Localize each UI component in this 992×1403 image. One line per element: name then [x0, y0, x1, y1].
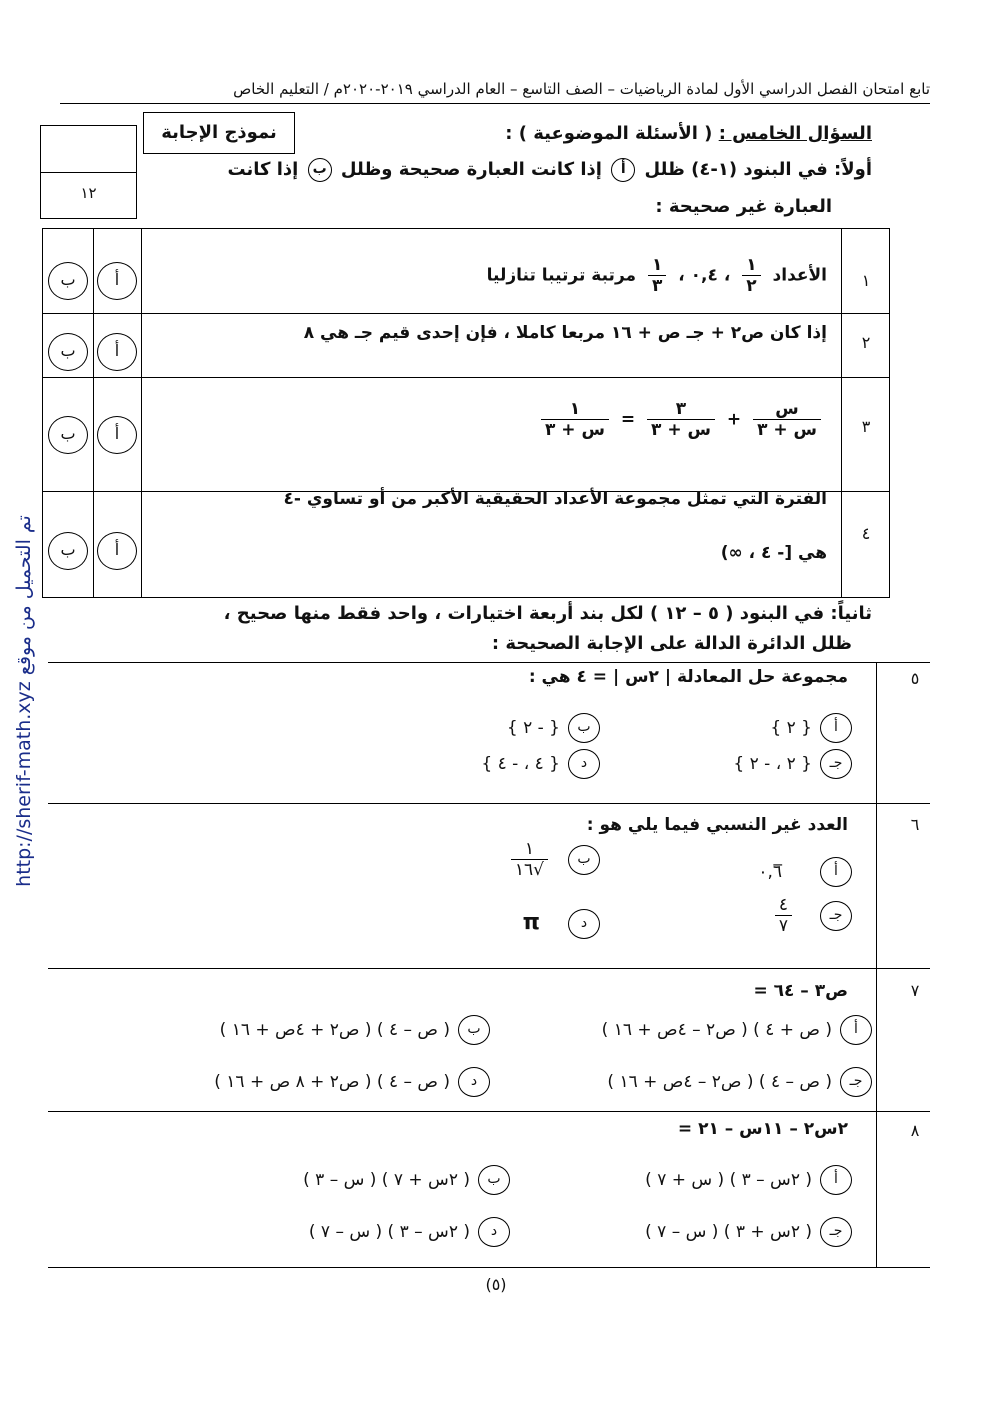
frac-num: ١	[511, 839, 548, 860]
option-text: ( ص + ٤ ) ( ص٢ – ٤ص + ١٦ )	[601, 1020, 832, 1040]
option-text: { ٢ }	[770, 718, 812, 738]
frac-num: س	[753, 399, 821, 420]
item-number: ٨	[910, 1121, 920, 1140]
part1-mid: إذا كانت العبارة صحيحة وظلل	[340, 159, 602, 180]
part1-line1: أولاً: في البنود (١-٤) ظلل	[644, 159, 872, 180]
option-b[interactable]	[303, 1165, 510, 1195]
exam-header: تابع امتحان الفصل الدراسي الأول لمادة الرياضيات – الصف التاسع – العام الدراسي ٢٠١٩-٢٠٢٠م / التعليم الخاص	[233, 80, 930, 98]
option-text: ( ص – ٤ ) ( ص٢ – ٤ص + ١٦ )	[607, 1072, 832, 1092]
side-watermark	[4, 470, 44, 950]
item6-question: العدد غير النسبي فيما يلي هو :	[586, 815, 848, 835]
item4-line1: الفترة التي تمثل مجموعة الأعداد الحقيقية الأكبر من أو تساوي -٤	[283, 489, 827, 509]
part2-line2: ظلل الدائرة الدالة على الإجابة الصحيحة :	[491, 633, 852, 654]
fraction-three	[647, 399, 715, 440]
item-number: ٥	[910, 669, 920, 688]
col-divider	[841, 229, 842, 597]
multiple-choice-table	[48, 662, 930, 1268]
col-divider	[876, 663, 877, 1267]
header-divider	[60, 103, 930, 104]
question-subtitle: ( الأسئلة الموضوعية ) :	[505, 123, 713, 144]
option-d[interactable]	[481, 749, 600, 779]
fraction-one	[541, 399, 609, 440]
option-c[interactable]	[733, 749, 852, 779]
item1-statement	[487, 255, 827, 296]
frac-num: ١	[742, 255, 760, 276]
row-divider	[48, 1111, 930, 1112]
option-text: ( ص – ٤ ) ( ص٢ + ٤ص + ١٦ )	[219, 1020, 450, 1040]
frac-num: ٣	[647, 399, 715, 420]
option-b-circle[interactable]: ب	[568, 845, 600, 875]
row-divider	[48, 803, 930, 804]
decimal-value: ٠,٤	[690, 265, 718, 286]
option-text: ٠,٦̅	[758, 862, 782, 882]
option-a-circle[interactable]: أ	[840, 1015, 872, 1045]
answer-b-circle[interactable]: ب	[48, 262, 88, 300]
item2-statement: إذا كان ص٢ + جـ ص + ١٦ مربعا كاملا ، فإن إحدى قيم جـ هي ٨	[303, 323, 827, 343]
option-b-circle[interactable]: ب	[478, 1165, 510, 1195]
site-url-text: http://sherif-math.xyz تم التحميل من موقع	[13, 515, 35, 887]
item5-question: مجموعة حل المعادلة | ٢س | = ٤ هي :	[528, 667, 848, 687]
part1-line2: العبارة غير صحيحة :	[655, 196, 832, 217]
option-text: { ٤ ، - ٤ }	[481, 754, 560, 774]
page-number: (٥)	[485, 1275, 507, 1294]
option-b-circle[interactable]: ب	[568, 713, 600, 743]
true-false-table	[42, 228, 890, 598]
frac-den: √١٦	[514, 860, 544, 880]
item-number: ٢	[861, 333, 871, 352]
separator: ،	[678, 265, 685, 286]
answer-a-circle[interactable]: أ	[97, 416, 137, 454]
frac-den: س + ٣	[757, 420, 817, 440]
col-divider	[93, 229, 94, 597]
col-divider	[141, 229, 142, 597]
option-text: { - ٢ }	[506, 718, 560, 738]
fraction-half	[742, 255, 760, 296]
answer-a-circle[interactable]: أ	[97, 532, 137, 570]
option-d[interactable]	[523, 909, 600, 939]
item1-text-a: الأعداد	[772, 265, 827, 286]
option-text: ( ص – ٤ ) ( ص٢ + ٨ ص + ١٦ )	[214, 1072, 450, 1092]
item7-question: ص٣ – ٦٤ =	[753, 981, 848, 1001]
option-text: ( ٢س + ٣ ) ( س – ٧ )	[645, 1222, 812, 1242]
frac-num: ٤	[775, 895, 792, 916]
option-a[interactable]	[645, 1165, 852, 1195]
option-c-circle[interactable]: جـ	[820, 1217, 852, 1247]
frac-num: ١	[648, 255, 666, 276]
option-b[interactable]	[507, 713, 600, 743]
option-a[interactable]	[602, 1015, 872, 1045]
option-c-circle[interactable]: جـ	[840, 1067, 872, 1097]
frac-den: س + ٣	[545, 420, 605, 440]
answer-b-circle[interactable]: ب	[48, 532, 88, 570]
row-divider	[48, 968, 930, 969]
option-fraction	[511, 839, 548, 880]
option-d-circle[interactable]: د	[478, 1217, 510, 1247]
false-marker-circle: ب	[308, 158, 332, 182]
plus-sign: +	[726, 409, 742, 430]
answer-b-circle[interactable]: ب	[48, 416, 88, 454]
option-b-circle[interactable]: ب	[458, 1015, 490, 1045]
option-text: ( ٢س + ٧ ) ( س – ٣ )	[303, 1170, 470, 1190]
question-title-text: السؤال الخامس :	[718, 123, 872, 144]
option-d[interactable]	[214, 1067, 490, 1097]
part1-end: إذا كانت	[227, 159, 299, 180]
option-d-circle[interactable]: د	[568, 909, 600, 939]
fraction-x	[753, 399, 821, 440]
equals-sign: =	[620, 409, 636, 430]
option-a-circle[interactable]: أ	[820, 713, 852, 743]
item3-equation	[535, 399, 827, 440]
option-text: ( ٢س – ٣ ) ( س – ٧ )	[308, 1222, 470, 1242]
item-number: ٣	[861, 417, 871, 436]
item-number: ٧	[910, 981, 920, 1000]
option-a[interactable]	[770, 713, 852, 743]
option-c[interactable]	[645, 1217, 852, 1247]
option-c-circle[interactable]: جـ	[820, 901, 852, 931]
frac-num: ١	[541, 399, 609, 420]
frac-den: ٧	[778, 916, 788, 936]
answer-a-circle[interactable]: أ	[97, 262, 137, 300]
true-marker-circle: أ	[611, 158, 635, 182]
item4-line2: هي [- ٤ ، ∞)	[720, 543, 827, 563]
item-number: ٦	[910, 815, 920, 834]
item-number: ٤	[861, 524, 871, 543]
score-divider	[41, 172, 136, 173]
option-d-circle[interactable]: د	[568, 749, 600, 779]
score-value: ١٢	[80, 184, 97, 202]
part2-line1: ثانياً: في البنود ( ٥ – ١٢ ) لكل بند أربعة اختيارات ، واحد فقط منها صحيح ،	[223, 603, 872, 624]
question-title	[505, 123, 872, 144]
option-text: π	[522, 910, 540, 935]
frac-den: ٣	[651, 276, 663, 296]
option-text: ( ٢س – ٣ ) ( س + ٧ )	[645, 1170, 812, 1190]
item8-question: ٢س٢ – ١١س – ٢١ =	[677, 1119, 848, 1139]
answer-a-circle[interactable]: أ	[97, 333, 137, 371]
frac-den: س + ٣	[651, 420, 711, 440]
option-d-circle[interactable]: د	[458, 1067, 490, 1097]
answer-model-label: نموذج الإجابة	[143, 112, 295, 154]
option-a-circle[interactable]: أ	[820, 1165, 852, 1195]
frac-den: ٢	[746, 276, 757, 296]
option-c[interactable]	[607, 1067, 872, 1097]
part1-instructions	[227, 158, 872, 182]
option-b[interactable]	[505, 839, 600, 880]
option-a-circle[interactable]: أ	[820, 857, 852, 887]
option-b[interactable]	[220, 1015, 490, 1045]
fraction-third	[648, 255, 666, 296]
item1-text-b: مرتبة ترتيبا تنازليا	[486, 265, 637, 286]
option-c[interactable]	[769, 895, 852, 936]
separator: ،	[723, 265, 731, 286]
option-d[interactable]	[309, 1217, 510, 1247]
option-text: { ٢ ، - ٢ }	[733, 754, 812, 774]
option-fraction	[775, 895, 792, 936]
option-c-circle[interactable]: جـ	[820, 749, 852, 779]
row-divider	[43, 377, 889, 378]
answer-b-circle[interactable]: ب	[48, 333, 88, 371]
item-number: ١	[861, 271, 871, 290]
option-a[interactable]	[758, 857, 852, 887]
score-box	[40, 125, 137, 219]
row-divider	[43, 313, 889, 314]
